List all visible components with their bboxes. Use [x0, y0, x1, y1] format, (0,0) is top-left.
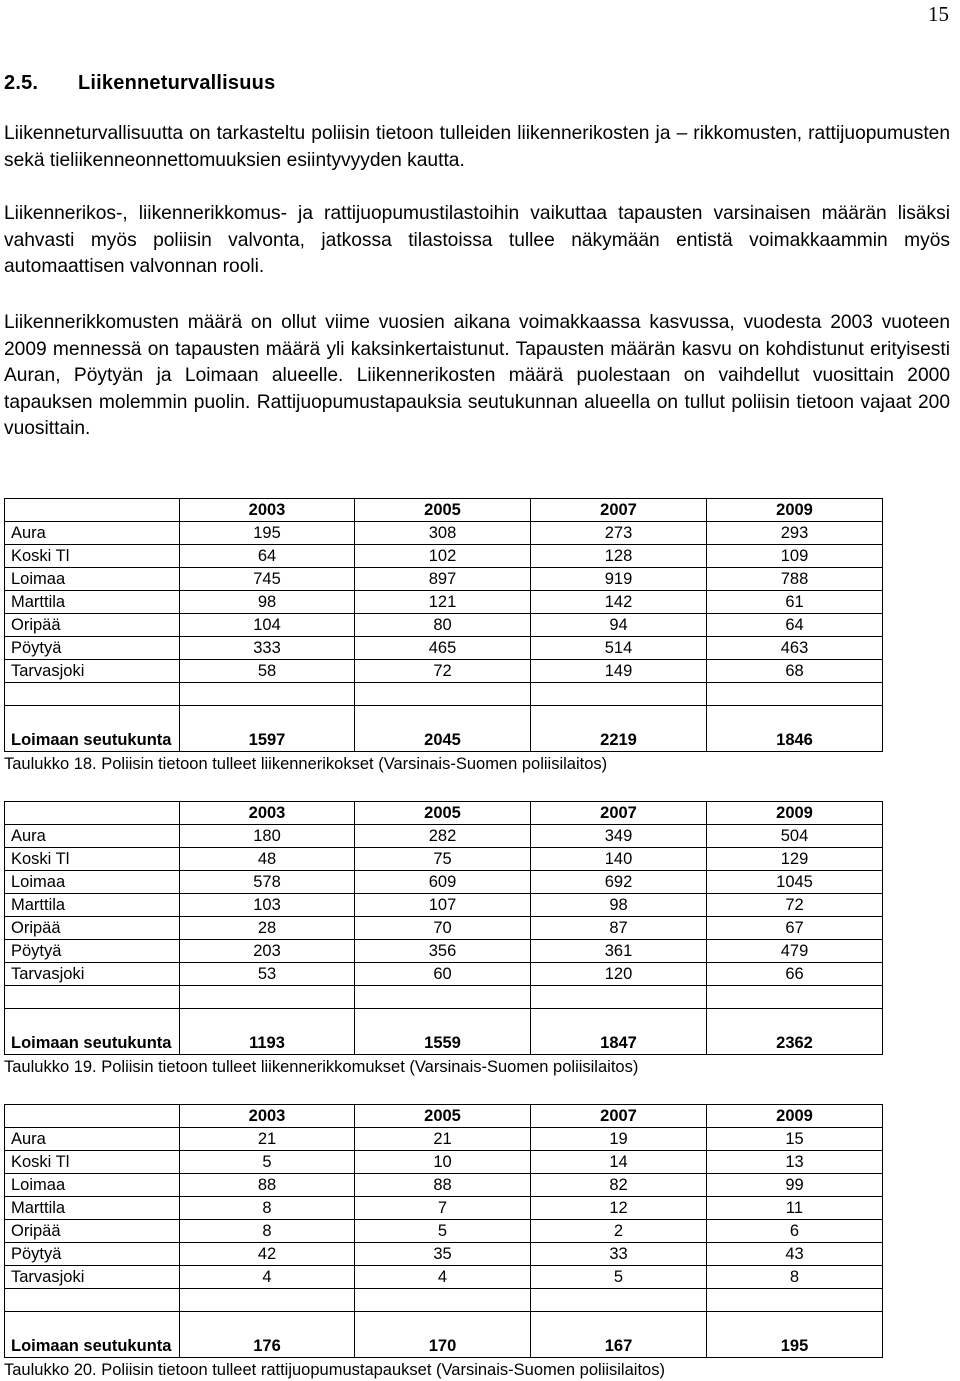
- value-cell: 102: [355, 545, 531, 568]
- municipality-cell: Aura: [5, 522, 180, 545]
- blank-cell: [355, 683, 531, 706]
- value-cell: 897: [355, 568, 531, 591]
- table-header-row: [5, 1105, 883, 1128]
- municipality-cell: Koski Tl: [5, 545, 180, 568]
- municipality-cell: Loimaa: [5, 1174, 180, 1197]
- year-header-cell: 2009: [707, 802, 883, 825]
- table-caption: Taulukko 19. Poliisin tietoon tulleet liikennerikkomukset (Varsinais-Suomen poliisilaitos): [4, 1058, 639, 1076]
- total-value-cell: 2045: [355, 706, 531, 752]
- page-number: 15: [928, 2, 949, 26]
- value-cell: 121: [355, 591, 531, 614]
- blank-cell: [707, 683, 883, 706]
- value-cell: 5: [355, 1220, 531, 1243]
- value-cell: 21: [180, 1128, 355, 1151]
- table-row: [5, 1128, 883, 1151]
- value-cell: 70: [355, 917, 531, 940]
- total-row: [5, 1009, 883, 1055]
- value-cell: 80: [355, 614, 531, 637]
- municipality-cell: Oripää: [5, 917, 180, 940]
- value-cell: 8: [707, 1266, 883, 1289]
- value-cell: 361: [531, 940, 707, 963]
- total-row: [5, 706, 883, 752]
- municipality-cell: Loimaa: [5, 568, 180, 591]
- year-header-cell: 2007: [531, 499, 707, 522]
- municipality-cell: Pöytyä: [5, 637, 180, 660]
- value-cell: 142: [531, 591, 707, 614]
- value-cell: 11: [707, 1197, 883, 1220]
- value-cell: 48: [180, 848, 355, 871]
- data-table: [4, 1104, 883, 1358]
- table-row: [5, 522, 883, 545]
- municipality-cell: Tarvasjoki: [5, 1266, 180, 1289]
- value-cell: 33: [531, 1243, 707, 1266]
- header-empty-cell: [5, 802, 180, 825]
- value-cell: 282: [355, 825, 531, 848]
- total-value-cell: 2362: [707, 1009, 883, 1055]
- total-value-cell: 1846: [707, 706, 883, 752]
- total-value-cell: 2219: [531, 706, 707, 752]
- municipality-cell: Koski Tl: [5, 1151, 180, 1174]
- municipality-cell: Loimaa: [5, 871, 180, 894]
- table-caption: Taulukko 20. Poliisin tietoon tulleet rattijuopumustapaukset (Varsinais-Suomen poliisilaitos): [4, 1361, 665, 1379]
- total-value-cell: 1559: [355, 1009, 531, 1055]
- value-cell: 578: [180, 871, 355, 894]
- value-cell: 4: [355, 1266, 531, 1289]
- total-value-cell: 1193: [180, 1009, 355, 1055]
- value-cell: 5: [180, 1151, 355, 1174]
- value-cell: 43: [707, 1243, 883, 1266]
- total-value-cell: 1597: [180, 706, 355, 752]
- blank-cell: [707, 986, 883, 1009]
- value-cell: 1045: [707, 871, 883, 894]
- value-cell: 504: [707, 825, 883, 848]
- value-cell: 129: [707, 848, 883, 871]
- municipality-cell: Marttila: [5, 894, 180, 917]
- value-cell: 75: [355, 848, 531, 871]
- value-cell: 180: [180, 825, 355, 848]
- table-row: [5, 1266, 883, 1289]
- total-label-cell: Loimaan seutukunta: [5, 1009, 180, 1055]
- year-header-cell: 2009: [707, 499, 883, 522]
- year-header-cell: 2005: [355, 499, 531, 522]
- value-cell: 42: [180, 1243, 355, 1266]
- total-value-cell: 167: [531, 1312, 707, 1358]
- value-cell: 103: [180, 894, 355, 917]
- value-cell: 60: [355, 963, 531, 986]
- table-caption: Taulukko 18. Poliisin tietoon tulleet liikennerikokset (Varsinais-Suomen poliisilaitos): [4, 755, 608, 773]
- value-cell: 128: [531, 545, 707, 568]
- table-row: [5, 1151, 883, 1174]
- value-cell: 66: [707, 963, 883, 986]
- value-cell: 94: [531, 614, 707, 637]
- value-cell: 13: [707, 1151, 883, 1174]
- header-empty-cell: [5, 499, 180, 522]
- municipality-cell: Pöytyä: [5, 940, 180, 963]
- value-cell: 99: [707, 1174, 883, 1197]
- value-cell: 5: [531, 1266, 707, 1289]
- table-row: [5, 894, 883, 917]
- blank-cell: [531, 683, 707, 706]
- value-cell: 479: [707, 940, 883, 963]
- data-table: [4, 498, 883, 752]
- value-cell: 72: [707, 894, 883, 917]
- value-cell: 15: [707, 1128, 883, 1151]
- value-cell: 8: [180, 1220, 355, 1243]
- municipality-cell: Aura: [5, 825, 180, 848]
- value-cell: 98: [180, 591, 355, 614]
- table-row: [5, 1174, 883, 1197]
- value-cell: 308: [355, 522, 531, 545]
- section-title: Liikenneturvallisuus: [78, 72, 276, 94]
- value-cell: 82: [531, 1174, 707, 1197]
- blank-row: [5, 683, 883, 706]
- value-cell: 7: [355, 1197, 531, 1220]
- table-row: [5, 637, 883, 660]
- year-header-cell: 2003: [180, 1105, 355, 1128]
- total-value-cell: 170: [355, 1312, 531, 1358]
- value-cell: 53: [180, 963, 355, 986]
- year-header-cell: 2003: [180, 802, 355, 825]
- year-header-cell: 2005: [355, 1105, 531, 1128]
- table-header-row: [5, 499, 883, 522]
- table-row: [5, 614, 883, 637]
- value-cell: 120: [531, 963, 707, 986]
- blank-row: [5, 1289, 883, 1312]
- value-cell: 149: [531, 660, 707, 683]
- value-cell: 745: [180, 568, 355, 591]
- table-row: [5, 1197, 883, 1220]
- table-header-row: [5, 802, 883, 825]
- value-cell: 356: [355, 940, 531, 963]
- value-cell: 58: [180, 660, 355, 683]
- value-cell: 609: [355, 871, 531, 894]
- municipality-cell: Tarvasjoki: [5, 963, 180, 986]
- table-row: [5, 1243, 883, 1266]
- table-row: [5, 568, 883, 591]
- value-cell: 68: [707, 660, 883, 683]
- value-cell: 64: [180, 545, 355, 568]
- blank-cell: [531, 1289, 707, 1312]
- blank-cell: [180, 986, 355, 1009]
- total-value-cell: 195: [707, 1312, 883, 1358]
- blank-cell: [355, 1289, 531, 1312]
- table-row: [5, 917, 883, 940]
- blank-cell: [5, 1289, 180, 1312]
- value-cell: 72: [355, 660, 531, 683]
- table-row: [5, 963, 883, 986]
- municipality-cell: Oripää: [5, 1220, 180, 1243]
- section-number: 2.5.: [4, 72, 39, 94]
- traffic-offences-table-block: [4, 498, 882, 774]
- total-label-cell: Loimaan seutukunta: [5, 1312, 180, 1358]
- year-header-cell: 2009: [707, 1105, 883, 1128]
- value-cell: 333: [180, 637, 355, 660]
- value-cell: 104: [180, 614, 355, 637]
- value-cell: 692: [531, 871, 707, 894]
- value-cell: 919: [531, 568, 707, 591]
- municipality-cell: Koski Tl: [5, 848, 180, 871]
- value-cell: 87: [531, 917, 707, 940]
- value-cell: 88: [355, 1174, 531, 1197]
- table-row: [5, 1220, 883, 1243]
- blank-cell: [5, 986, 180, 1009]
- value-cell: 21: [355, 1128, 531, 1151]
- total-value-cell: 1847: [531, 1009, 707, 1055]
- value-cell: 293: [707, 522, 883, 545]
- drunk-driving-table-block: [4, 1104, 882, 1380]
- municipality-cell: Marttila: [5, 1197, 180, 1220]
- table-row: [5, 940, 883, 963]
- value-cell: 64: [707, 614, 883, 637]
- year-header-cell: 2007: [531, 1105, 707, 1128]
- section-heading: [4, 72, 275, 95]
- value-cell: 465: [355, 637, 531, 660]
- blank-cell: [180, 1289, 355, 1312]
- header-empty-cell: [5, 1105, 180, 1128]
- value-cell: 2: [531, 1220, 707, 1243]
- data-table: [4, 801, 883, 1055]
- blank-cell: [355, 986, 531, 1009]
- value-cell: 12: [531, 1197, 707, 1220]
- municipality-cell: Pöytyä: [5, 1243, 180, 1266]
- total-value-cell: 176: [180, 1312, 355, 1358]
- value-cell: 463: [707, 637, 883, 660]
- value-cell: 109: [707, 545, 883, 568]
- year-header-cell: 2005: [355, 802, 531, 825]
- value-cell: 788: [707, 568, 883, 591]
- value-cell: 195: [180, 522, 355, 545]
- traffic-violations-table-block: [4, 801, 882, 1077]
- paragraph-trends: Liikennerikkomusten määrä on ollut viime vuosien aikana voimakkaassa kasvussa, vuodesta 2003 vuoteen 2009 mennessä on tapausten määrä yli kaksinkertaistunut. Tapausten määrän kasvu on kohdistunut erityisesti Auran, Pöytyän ja Loimaan alueelle. Liikennerikosten määrä puolestaan on vaihdellut vuosittain 2000 tapauksen molemmin puolin. Rattijuopumustapauksia seutukunnan alueella on tullut poliisin tietoon vajaat 200 vuosittain.: [4, 312, 950, 439]
- value-cell: 8: [180, 1197, 355, 1220]
- value-cell: 514: [531, 637, 707, 660]
- municipality-cell: Tarvasjoki: [5, 660, 180, 683]
- value-cell: 6: [707, 1220, 883, 1243]
- blank-cell: [180, 683, 355, 706]
- blank-row: [5, 986, 883, 1009]
- value-cell: 19: [531, 1128, 707, 1151]
- blank-cell: [707, 1289, 883, 1312]
- table-row: [5, 848, 883, 871]
- value-cell: 14: [531, 1151, 707, 1174]
- table-row: [5, 660, 883, 683]
- year-header-cell: 2003: [180, 499, 355, 522]
- table-row: [5, 591, 883, 614]
- total-row: [5, 1312, 883, 1358]
- value-cell: 140: [531, 848, 707, 871]
- value-cell: 98: [531, 894, 707, 917]
- table-row: [5, 825, 883, 848]
- paragraph-intro: Liikenneturvallisuutta on tarkasteltu poliisin tietoon tulleiden liikennerikosten ja – rikkomusten, rattijuopumusten sekä tieliikenneonnettomuuksien esiintyvyyden kautta.: [4, 123, 950, 171]
- table-row: [5, 871, 883, 894]
- value-cell: 4: [180, 1266, 355, 1289]
- value-cell: 273: [531, 522, 707, 545]
- value-cell: 88: [180, 1174, 355, 1197]
- value-cell: 107: [355, 894, 531, 917]
- year-header-cell: 2007: [531, 802, 707, 825]
- value-cell: 349: [531, 825, 707, 848]
- blank-cell: [5, 683, 180, 706]
- value-cell: 61: [707, 591, 883, 614]
- value-cell: 35: [355, 1243, 531, 1266]
- value-cell: 10: [355, 1151, 531, 1174]
- blank-cell: [531, 986, 707, 1009]
- value-cell: 67: [707, 917, 883, 940]
- value-cell: 203: [180, 940, 355, 963]
- total-label-cell: Loimaan seutukunta: [5, 706, 180, 752]
- paragraph-statistics: Liikennerikos-, liikennerikkomus- ja rattijuopumustilastoihin vaikuttaa tapausten varsinaisen määrän lisäksi vahvasti myös poliisin valvonta, jatkossa tilastoissa tullee näkymään entistä voimakkaammin myös automaattisen valvonnan rooli.: [4, 203, 950, 277]
- municipality-cell: Marttila: [5, 591, 180, 614]
- table-row: [5, 545, 883, 568]
- municipality-cell: Oripää: [5, 614, 180, 637]
- value-cell: 28: [180, 917, 355, 940]
- municipality-cell: Aura: [5, 1128, 180, 1151]
